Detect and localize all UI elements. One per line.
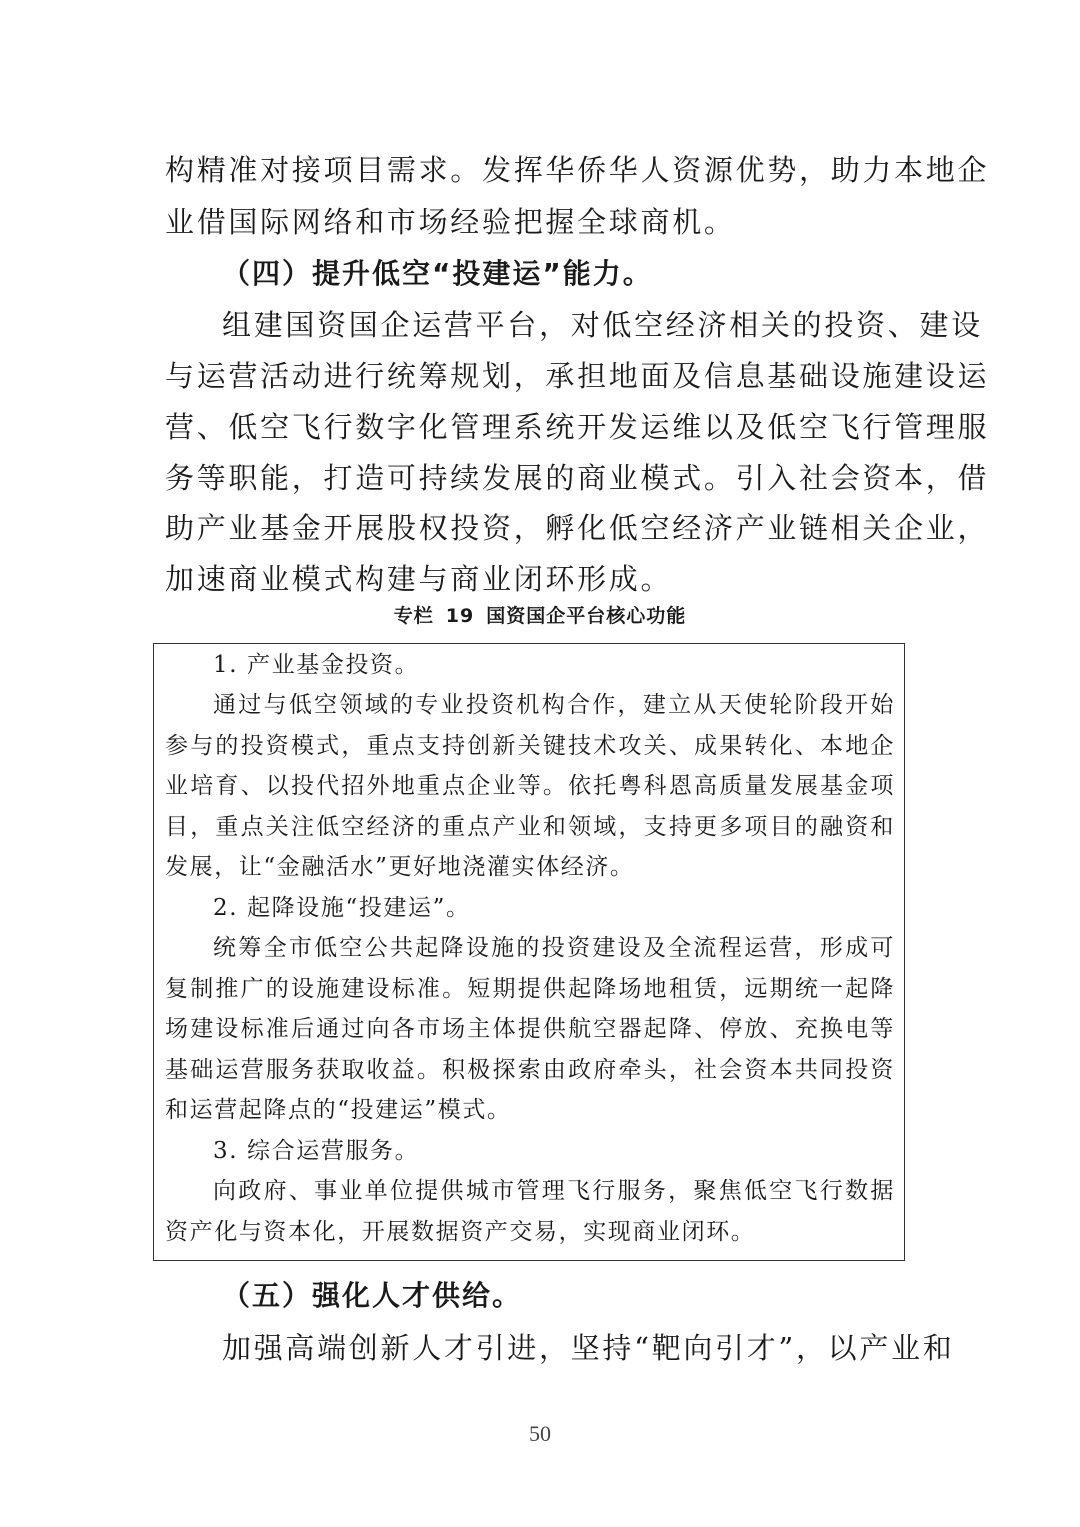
- box-line: 场建设标准后通过向各市场主体提供航空器起降、停放、充换电等: [165, 1016, 895, 1042]
- paragraph-line: 助产业基金开展股权投资，孵化低空经济产业链相关企业，: [165, 511, 990, 545]
- box-title: [0, 602, 1080, 630]
- paragraph-line: 构精准对接项目需求。发挥华侨华人资源优势，助力本地企: [165, 153, 990, 187]
- box-number: 19: [445, 605, 475, 627]
- paragraph-line: 业借国际网络和市场经验把握全球商机。: [165, 205, 736, 239]
- paragraph-line: 组建国资国企运营平台，对低空经济相关的投资、建设: [222, 308, 983, 342]
- box-line: 统筹全市低空公共起降设施的投资建设及全流程运营，形成可: [213, 935, 895, 961]
- box-line: 通过与低空领域的专业投资机构合作，建立从天使轮阶段开始: [213, 692, 895, 718]
- box-item-heading: 3. 综合运营服务。: [213, 1138, 420, 1164]
- box-line: 参与的投资模式，重点支持创新关键技术攻关、成果转化、本地企: [165, 733, 895, 759]
- paragraph-line: 与运营活动进行统筹规划，承担地面及信息基础设施建设运: [165, 359, 990, 393]
- box-line: 资产化与资本化，开展数据资产交易，实现商业闭环。: [165, 1219, 756, 1245]
- box-line: 目，重点关注低空经济的重点产业和领域，支持更多项目的融资和: [165, 814, 895, 840]
- paragraph-line: 加强高端创新人才引进，坚持“靶向引才”，以产业和: [222, 1331, 955, 1365]
- box-item-heading: 1. 产业基金投资。: [213, 652, 420, 678]
- box-line: 业培育、以投代招外地重点企业等。依托粤科恩高质量发展基金项: [165, 773, 895, 799]
- box-label: 专栏: [393, 605, 434, 627]
- box-line: 复制推广的设施建设标准。短期提供起降场地租赁，远期统一起降: [165, 976, 895, 1002]
- box-line: 和运营起降点的“投建运”模式。: [165, 1097, 512, 1123]
- paragraph-line: 加速商业模式构建与商业闭环形成。: [165, 562, 673, 596]
- section-heading-4: （四）提升低空“投建运”能力。: [222, 257, 653, 290]
- box-line: 基础运营服务获取收益。积极探索由政府牵头，社会资本共同投资: [165, 1057, 895, 1083]
- box-item-heading: 2. 起降设施“投建运”。: [213, 895, 471, 921]
- box-line: 向政府、事业单位提供城市管理飞行服务，聚焦低空飞行数据: [213, 1178, 895, 1204]
- section-heading-5: （五）强化人才供给。: [222, 1279, 523, 1312]
- page-number: 50: [529, 1421, 551, 1446]
- paragraph-line: 务等职能，打造可持续发展的商业模式。引入社会资本，借: [165, 461, 990, 495]
- box-title-text: 国资国企平台核心功能: [486, 605, 687, 627]
- box-line: 发展，让“金融活水”更好地浇灌实体经济。: [165, 854, 635, 880]
- paragraph-line: 营、低空飞行数字化管理系统开发运维以及低空飞行管理服: [165, 410, 990, 444]
